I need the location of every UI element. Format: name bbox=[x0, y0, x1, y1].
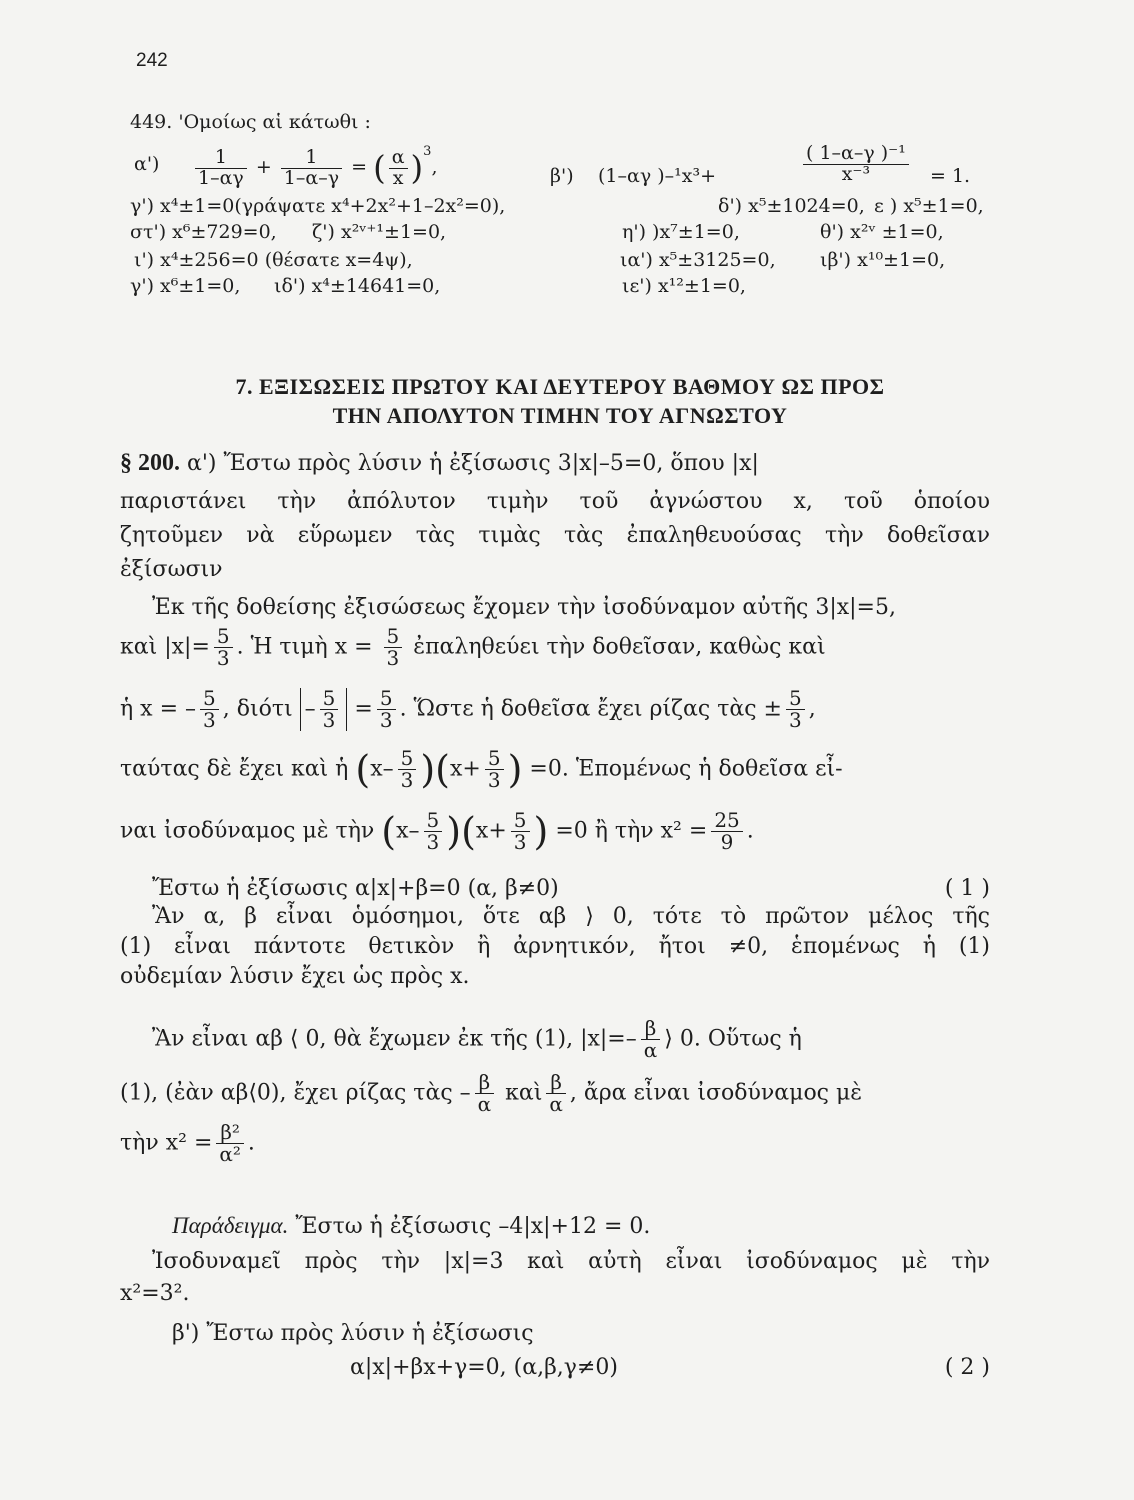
fraction-numerator: β² bbox=[216, 1122, 244, 1144]
text: καὶ |x|= bbox=[120, 634, 210, 660]
fraction-denominator: 1–αγ bbox=[198, 166, 244, 189]
fraction-denominator: α² bbox=[219, 1142, 241, 1166]
equals-sign: = bbox=[354, 696, 373, 722]
fraction-denominator: 3 bbox=[216, 646, 230, 670]
fraction-denominator: 1–α–γ bbox=[283, 166, 340, 189]
body-line-18: Ἰσοδυναμεῖ πρὸς τὴν |x|=3 καὶ αὐτὴ εἶναι ἰσοδύναμος μὲ τὴν bbox=[152, 1249, 990, 1274]
exercise-line-5 bbox=[130, 274, 990, 298]
page-number: 242 bbox=[136, 50, 168, 71]
fraction-a1 bbox=[195, 145, 247, 189]
fraction-beta2-alpha2 bbox=[216, 1122, 244, 1165]
fraction-numerator: 5 bbox=[200, 688, 219, 710]
equals-sign: = bbox=[351, 156, 368, 178]
fraction-numerator: 1 bbox=[281, 148, 342, 169]
text: =0. Ἑπομένως ἡ δοθεῖσα εἶ- bbox=[529, 756, 843, 782]
body-line-15 bbox=[120, 1072, 990, 1116]
fraction-5-3 bbox=[485, 748, 504, 791]
fraction-denominator: α bbox=[643, 1038, 658, 1062]
left-paren: ( bbox=[373, 148, 386, 187]
fraction-5-3 bbox=[377, 688, 396, 731]
fraction-denominator: α bbox=[549, 1092, 563, 1116]
exponent: 3 bbox=[423, 144, 432, 159]
item-ib: ιβ') x¹⁰±1=0, bbox=[820, 249, 946, 271]
example-title: Παράδειγμα. bbox=[172, 1213, 289, 1238]
text: x– bbox=[396, 818, 420, 844]
item-ie: ιε') x¹²±1=0, bbox=[622, 275, 746, 297]
fraction-numerator: 5 bbox=[511, 810, 530, 832]
fraction-denominator: 9 bbox=[720, 830, 734, 854]
fraction-denominator: 3 bbox=[513, 830, 527, 854]
item-z: ζ') x²ᵛ⁺¹±1=0, bbox=[312, 221, 447, 243]
fraction-numerator: 5 bbox=[214, 626, 233, 648]
body-line-16 bbox=[120, 1122, 990, 1166]
item-i: ι') x⁴±256=0 (θέσατε x=4ψ), bbox=[134, 249, 413, 271]
fraction-denominator: 3 bbox=[426, 830, 440, 854]
example-equation: Ἔστω ἡ ἐξίσωσις –4|x|+12 = 0. bbox=[295, 1214, 651, 1239]
fraction-25-9 bbox=[711, 810, 742, 853]
body-line-3: ζητοῦμεν νὰ εὕρωμεν τὰς τιμὰς τὰς ἐπαληθευούσας τὴν δοθεῖσαν bbox=[120, 523, 990, 548]
text: . Ἡ τιμὴ x = bbox=[236, 634, 373, 660]
body-line-1 bbox=[120, 450, 990, 477]
fraction-5-3 bbox=[320, 688, 339, 731]
fraction-5-3 bbox=[398, 748, 417, 791]
fraction-numerator: 25 bbox=[711, 810, 742, 832]
exercise-line-4 bbox=[130, 248, 990, 272]
item-e: ε ) x⁵±1=0, bbox=[874, 195, 984, 217]
exercise-line-3 bbox=[130, 220, 990, 244]
fraction-5-3 bbox=[786, 688, 805, 731]
text: ἡ x = – bbox=[120, 696, 197, 722]
item-g: γ') x⁴±1=0(γράψατε x⁴+2x²+1–2x²=0), bbox=[130, 195, 506, 217]
text: τὴν x² = bbox=[120, 1130, 213, 1156]
fraction-5-3 bbox=[200, 688, 219, 731]
text: . Ὥστε ἡ δοθεῖσα ἔχει ρίζας τὰς ± bbox=[399, 696, 782, 722]
fraction-numerator: α bbox=[389, 148, 408, 169]
left-paren: ( bbox=[381, 809, 397, 854]
item-ia: ια') x⁵±3125=0, bbox=[620, 249, 776, 271]
formula-b-right: = 1. bbox=[930, 165, 971, 187]
fraction-denominator: 3 bbox=[386, 646, 400, 670]
item-h: η') )x⁷±1=0, bbox=[622, 221, 740, 243]
fraction-5-3 bbox=[511, 810, 530, 853]
text: , διότι bbox=[222, 696, 293, 722]
period: . bbox=[247, 1130, 255, 1156]
comma: , bbox=[431, 156, 438, 178]
body-line-19: x²=3². bbox=[120, 1281, 190, 1306]
fraction-b bbox=[803, 144, 909, 185]
right-paren: ) bbox=[446, 809, 462, 854]
fraction-beta-alpha bbox=[546, 1072, 566, 1115]
right-paren: ) bbox=[507, 747, 523, 792]
left-paren: ( bbox=[461, 809, 476, 854]
body-line-21 bbox=[350, 1354, 990, 1381]
exercise-line-1 bbox=[130, 140, 990, 190]
absolute-value bbox=[300, 688, 348, 731]
text: x+ bbox=[475, 818, 507, 844]
text: καὶ bbox=[505, 1080, 543, 1106]
fraction-numerator: 5 bbox=[398, 748, 417, 770]
left-paren: ( bbox=[435, 747, 450, 792]
right-paren: ) bbox=[420, 747, 436, 792]
minus-sign: – bbox=[304, 696, 316, 722]
text: ἐπαληθεύει τὴν δοθεῖσαν, καθὼς καὶ bbox=[413, 634, 826, 660]
text: (1), (ἐὰν αβ⟨0), ἔχει ρίζας τὰς – bbox=[120, 1080, 471, 1106]
item-ig: γ') x⁶±1=0, bbox=[130, 275, 241, 297]
fraction-numerator: β bbox=[641, 1018, 661, 1040]
exercise-intro: 449. 'Ομοίως αἱ κάτωθι : bbox=[130, 111, 371, 133]
fraction-numerator: 5 bbox=[485, 748, 504, 770]
body-line-10 bbox=[152, 875, 990, 902]
text: ναι ἰσοδύναμος μὲ τὴν bbox=[120, 818, 375, 844]
fraction-beta-alpha bbox=[641, 1018, 661, 1061]
item-th: θ') x²ᵛ ±1=0, bbox=[820, 221, 944, 243]
body-line-17 bbox=[172, 1212, 990, 1240]
body-line-13: οὐδεμίαν λύσιν ἔχει ὡς πρὸς x. bbox=[120, 964, 470, 989]
text: x– bbox=[370, 756, 394, 782]
label-b: β') bbox=[550, 165, 574, 187]
left-paren: ( bbox=[355, 747, 371, 792]
body-line-14 bbox=[152, 1018, 990, 1062]
body-line-20: β') Ἔστω πρὸς λύσιν ἡ ἐξίσωσις bbox=[172, 1321, 534, 1346]
section-heading-line-1: 7. ΕΞΙΣΩΣΕΙΣ ΠΡΩΤΟΥ ΚΑΙ ΔΕΥΤΕΡΟΥ ΒΑΘΜΟΥ ΩΣ ΠΡΟΣ bbox=[235, 374, 885, 399]
text: =0 ἢ τὴν x² = bbox=[555, 818, 708, 844]
item-id: ιδ') x⁴±14641=0, bbox=[274, 275, 441, 297]
body-line-9 bbox=[120, 810, 990, 854]
fraction-numerator: β bbox=[546, 1072, 566, 1094]
fraction-numerator: 5 bbox=[424, 810, 443, 832]
fraction-denominator: 3 bbox=[203, 708, 216, 732]
body-line-8 bbox=[120, 748, 990, 792]
exercise-line-2 bbox=[130, 194, 990, 218]
right-paren: ) bbox=[410, 148, 424, 187]
section-number: § 200. bbox=[120, 450, 180, 476]
text: x+ bbox=[450, 756, 481, 782]
fraction-numerator: 1 bbox=[195, 148, 247, 169]
equation-number: ( 2 ) bbox=[944, 1355, 990, 1380]
fraction-5-3 bbox=[384, 626, 403, 669]
section-heading-line-2: ΤΗΝ ΑΠΟΛΥΤΟΝ ΤΙΜΗΝ ΤΟΥ ΑΓΝΩΣΤΟΥ bbox=[332, 403, 788, 428]
body-line-2: παριστάνει τὴν ἀπόλυτον τιμὴν τοῦ ἀγνώστου x, τοῦ ὁποίου bbox=[120, 489, 990, 514]
body-line-7 bbox=[120, 688, 990, 732]
fraction-denominator: x bbox=[392, 166, 404, 189]
equation-number: ( 1 ) bbox=[944, 876, 990, 901]
fraction-denominator: 3 bbox=[379, 708, 393, 732]
text: ταύτας δὲ ἔχει καὶ ἡ bbox=[120, 756, 349, 782]
formula-b-left: (1–αγ )–¹x³+ bbox=[598, 165, 717, 187]
label-a: α') bbox=[134, 153, 160, 175]
equation-1: Ἔστω ἡ ἐξίσωσις α|x|+β=0 (α, β≠0) bbox=[152, 876, 559, 901]
body-line-1-text: α') Ἔστω πρὸς λύσιν ἡ ἐξίσωσις 3|x|–5=0, ὅπου |x| bbox=[187, 451, 759, 476]
fraction-denominator: x⁻³ bbox=[841, 162, 871, 185]
fraction-numerator: ( 1–α–γ )⁻¹ bbox=[803, 144, 909, 165]
fraction-denominator: 3 bbox=[322, 708, 336, 732]
plus-sign: + bbox=[255, 156, 272, 178]
body-text bbox=[120, 450, 990, 1500]
right-paren: ) bbox=[533, 809, 549, 854]
fraction-denominator: α bbox=[477, 1092, 492, 1116]
fraction-a3 bbox=[389, 145, 408, 189]
body-line-5: Ἐκ τῆς δοθείσης ἐξισώσεως ἔχομεν τὴν ἰσοδύναμον αὐτῆς 3|x|=5, bbox=[152, 595, 896, 620]
fraction-numerator: 5 bbox=[384, 626, 403, 648]
text: ⟩ 0. Οὕτως ἡ bbox=[664, 1026, 802, 1052]
item-d: δ') x⁵±1024=0, bbox=[718, 195, 865, 217]
body-line-12: (1) εἶναι πάντοτε θετικὸν ἢ ἀρνητικόν, ἤτοι ≠0, ἑπομένως ἡ (1) bbox=[120, 934, 990, 959]
period: . bbox=[746, 818, 754, 844]
fraction-a2 bbox=[281, 145, 342, 189]
fraction-numerator: 5 bbox=[786, 688, 805, 710]
formula-b-fraction bbox=[800, 144, 912, 185]
body-line-6 bbox=[120, 626, 990, 670]
fraction-denominator: 3 bbox=[487, 768, 501, 792]
fraction-numerator: 5 bbox=[320, 688, 339, 710]
body-line-11: Ἂν α, β εἶναι ὁμόσημοι, ὅτε αβ ⟩ 0, τότε τὸ πρῶτον μέλος τῆς bbox=[152, 904, 990, 929]
fraction-5-3 bbox=[214, 626, 233, 669]
formula-a bbox=[192, 140, 437, 188]
fraction-numerator: β bbox=[475, 1072, 495, 1094]
fraction-denominator: 3 bbox=[788, 708, 802, 732]
text: , ἄρα εἶναι ἰσοδύναμος μὲ bbox=[569, 1080, 863, 1106]
equation-2: α|x|+βx+γ=0, (α,β,γ≠0) bbox=[350, 1355, 618, 1380]
comma: , bbox=[808, 696, 816, 722]
item-st: στ') x⁶±729=0, bbox=[130, 221, 277, 243]
fraction-numerator: 5 bbox=[377, 688, 396, 710]
text: Ἂν εἶναι αβ ⟨ 0, θὰ ἔχωμεν ἐκ τῆς (1), |x|=– bbox=[152, 1026, 637, 1052]
fraction-beta-alpha bbox=[475, 1072, 495, 1115]
body-line-4: ἐξίσωσιν bbox=[120, 557, 223, 582]
fraction-5-3 bbox=[424, 810, 443, 853]
fraction-denominator: 3 bbox=[400, 768, 414, 792]
